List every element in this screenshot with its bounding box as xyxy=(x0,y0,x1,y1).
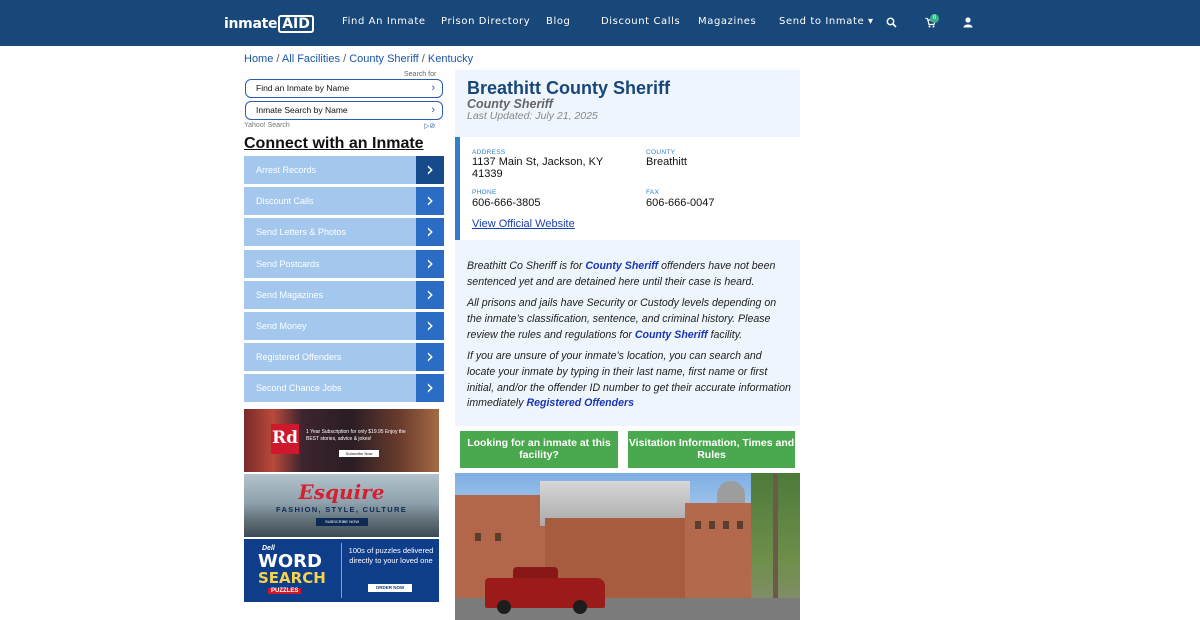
fax-value: 606-666-0047 xyxy=(646,197,715,209)
connect-menu xyxy=(244,156,444,406)
phone-label: PHONE xyxy=(472,189,497,196)
site-logo[interactable] xyxy=(224,14,314,34)
nav-send-to-inmate-label: Send to Inmate xyxy=(779,16,865,27)
chevron-right-icon: › xyxy=(416,281,444,309)
search-for-label: Search for xyxy=(404,71,437,78)
description-text: offenders have not been sentenced yet and are detained here until their case is heard. xyxy=(467,260,776,288)
top-navbar xyxy=(0,0,1200,46)
menu-item-send-money[interactable] xyxy=(244,312,444,340)
nav-blog[interactable]: Blog xyxy=(546,16,571,27)
esquire-subscribe-button[interactable]: SUBSCRIBE NOW xyxy=(316,518,368,526)
search-option-inmate-search[interactable] xyxy=(245,101,443,120)
menu-item-arrest-records[interactable] xyxy=(244,156,444,184)
menu-item-label: Arrest Records xyxy=(256,165,317,175)
readers-digest-ad[interactable] xyxy=(244,409,439,472)
ws-search: SEARCH xyxy=(258,569,326,587)
logo-text: inmate xyxy=(224,16,278,32)
rd-subscribe-button[interactable]: Subscribe Now xyxy=(339,450,379,457)
breadcrumb xyxy=(244,53,473,65)
facility-title: Breathitt County Sheriff xyxy=(467,78,671,98)
chevron-right-icon: › xyxy=(416,218,444,246)
menu-item-second-chance-jobs[interactable] xyxy=(244,374,444,402)
breadcrumb-all-facilities[interactable]: All Facilities xyxy=(281,53,340,65)
ws-puzzles: PUZZLES xyxy=(268,588,301,594)
phone-value[interactable]: 606-666-3805 xyxy=(472,197,541,209)
chevron-right-icon: › xyxy=(416,250,444,278)
breadcrumb-home[interactable]: Home xyxy=(244,53,274,65)
description-text: facility. xyxy=(707,328,743,341)
description-paragraph-2 xyxy=(467,296,792,343)
menu-item-label: Send Money xyxy=(256,320,307,331)
looking-for-inmate-button[interactable]: Looking for an inmate at this facility? xyxy=(460,431,618,468)
ad-divider xyxy=(341,543,342,598)
connect-title: Connect with an Inmate xyxy=(244,135,424,152)
county-sheriff-link[interactable]: County Sheriff xyxy=(634,328,708,341)
ws-ad-text: 100s of puzzles delivered directly to your loved one xyxy=(348,546,434,565)
menu-item-label: Second Chance Jobs xyxy=(256,383,342,394)
user-icon[interactable] xyxy=(963,15,973,33)
nav-prison-directory[interactable]: Prison Directory xyxy=(441,16,531,27)
ws-order-button[interactable]: ORDER NOW xyxy=(368,584,412,592)
breadcrumb-county-sheriff[interactable]: County Sheriff xyxy=(349,53,419,65)
rd-logo: Rd xyxy=(271,424,299,454)
menu-item-label: Send Postcards xyxy=(256,258,320,269)
description-text: Breathitt Co Sheriff is for xyxy=(467,260,586,272)
search-provider: Yahoo! Search xyxy=(244,122,290,129)
nav-magazines[interactable]: Magazines xyxy=(698,16,757,27)
menu-item-label: Send Magazines xyxy=(256,289,324,300)
last-updated: Last Updated: July 21, 2025 xyxy=(467,110,598,122)
chevron-right-icon: › xyxy=(416,374,444,402)
rd-ad-text: 1 Year Subscription for only $19.95 Enjoy the BEST stories, advice & jokes! xyxy=(306,429,406,442)
word-search-ad[interactable] xyxy=(244,539,439,602)
menu-item-send-magazines[interactable] xyxy=(244,281,444,309)
info-accent-bar xyxy=(455,137,460,240)
description-text: If you are unsure of your inmate's location, you can search and locate your inmate by typing in their last name, first name or first initial, and/or the offender ID number to get their accurate information immediately xyxy=(467,350,791,410)
county-value: Breathitt xyxy=(646,156,687,168)
breadcrumb-separator: / xyxy=(276,53,280,65)
search-option-label: Inmate Search by Name xyxy=(256,105,348,115)
facility-type: County Sheriff xyxy=(467,97,553,111)
facility-photo xyxy=(455,473,800,620)
chevron-right-icon: › xyxy=(416,312,444,340)
county-sheriff-link[interactable]: County Sheriff xyxy=(585,260,659,272)
description-text: All prisons and jails have Security or Custody levels depending on the inmate’s classification, sentence, and criminal history. Please review the rules and regulations for xyxy=(467,297,777,341)
chevron-right-icon: › xyxy=(416,156,444,184)
ws-word: WORD xyxy=(258,551,322,572)
fax-label: FAX xyxy=(646,189,660,196)
ws-brand: Dell xyxy=(262,545,275,552)
breadcrumb-kentucky[interactable]: Kentucky xyxy=(427,53,474,65)
chevron-right-icon: › xyxy=(431,104,435,116)
chevron-right-icon: › xyxy=(431,82,435,94)
menu-item-label: Registered Offenders xyxy=(256,352,342,363)
description-paragraph-3 xyxy=(467,349,792,412)
menu-item-discount-calls[interactable] xyxy=(244,187,444,215)
breadcrumb-separator: / xyxy=(343,53,347,65)
search-icon[interactable] xyxy=(886,15,897,33)
registered-offenders-link[interactable]: Registered Offenders xyxy=(526,397,635,410)
nav-send-to-inmate[interactable] xyxy=(779,16,874,27)
chevron-down-icon: ▾ xyxy=(868,16,874,27)
nav-find-inmate[interactable]: Find An Inmate xyxy=(342,16,426,27)
county-label: COUNTY xyxy=(646,149,676,156)
official-website-link[interactable]: View Official Website xyxy=(472,218,575,230)
description-paragraph-1 xyxy=(467,259,792,291)
menu-item-label: Send Letters & Photos xyxy=(256,227,347,238)
esquire-ad[interactable] xyxy=(244,474,439,537)
word-search-logo xyxy=(248,542,340,599)
search-option-label: Find an Inmate by Name xyxy=(256,83,350,93)
breadcrumb-separator: / xyxy=(421,53,425,65)
address-label: ADDRESS xyxy=(472,149,506,156)
menu-item-send-postcards[interactable] xyxy=(244,250,444,278)
adchoices-icon[interactable]: ▷⊘ xyxy=(424,123,436,130)
visitation-info-button[interactable]: Visitation Information, Times and Rules xyxy=(628,431,795,468)
search-option-find-inmate[interactable] xyxy=(245,79,443,98)
nav-discount-calls[interactable]: Discount Calls xyxy=(601,16,681,27)
esquire-logo: Esquire xyxy=(298,480,385,504)
menu-item-label: Discount Calls xyxy=(256,196,314,207)
chevron-right-icon: › xyxy=(416,187,444,215)
menu-item-registered-offenders[interactable] xyxy=(244,343,444,371)
address-value: 1137 Main St, Jackson, KY 41339 xyxy=(472,156,604,180)
logo-aid-text: AID xyxy=(278,15,314,33)
menu-item-send-letters[interactable] xyxy=(244,218,444,246)
cart-count-badge: 0 xyxy=(930,14,939,23)
esquire-tagline: FASHION, STYLE, CULTURE xyxy=(275,505,407,514)
chevron-right-icon: › xyxy=(416,343,444,371)
